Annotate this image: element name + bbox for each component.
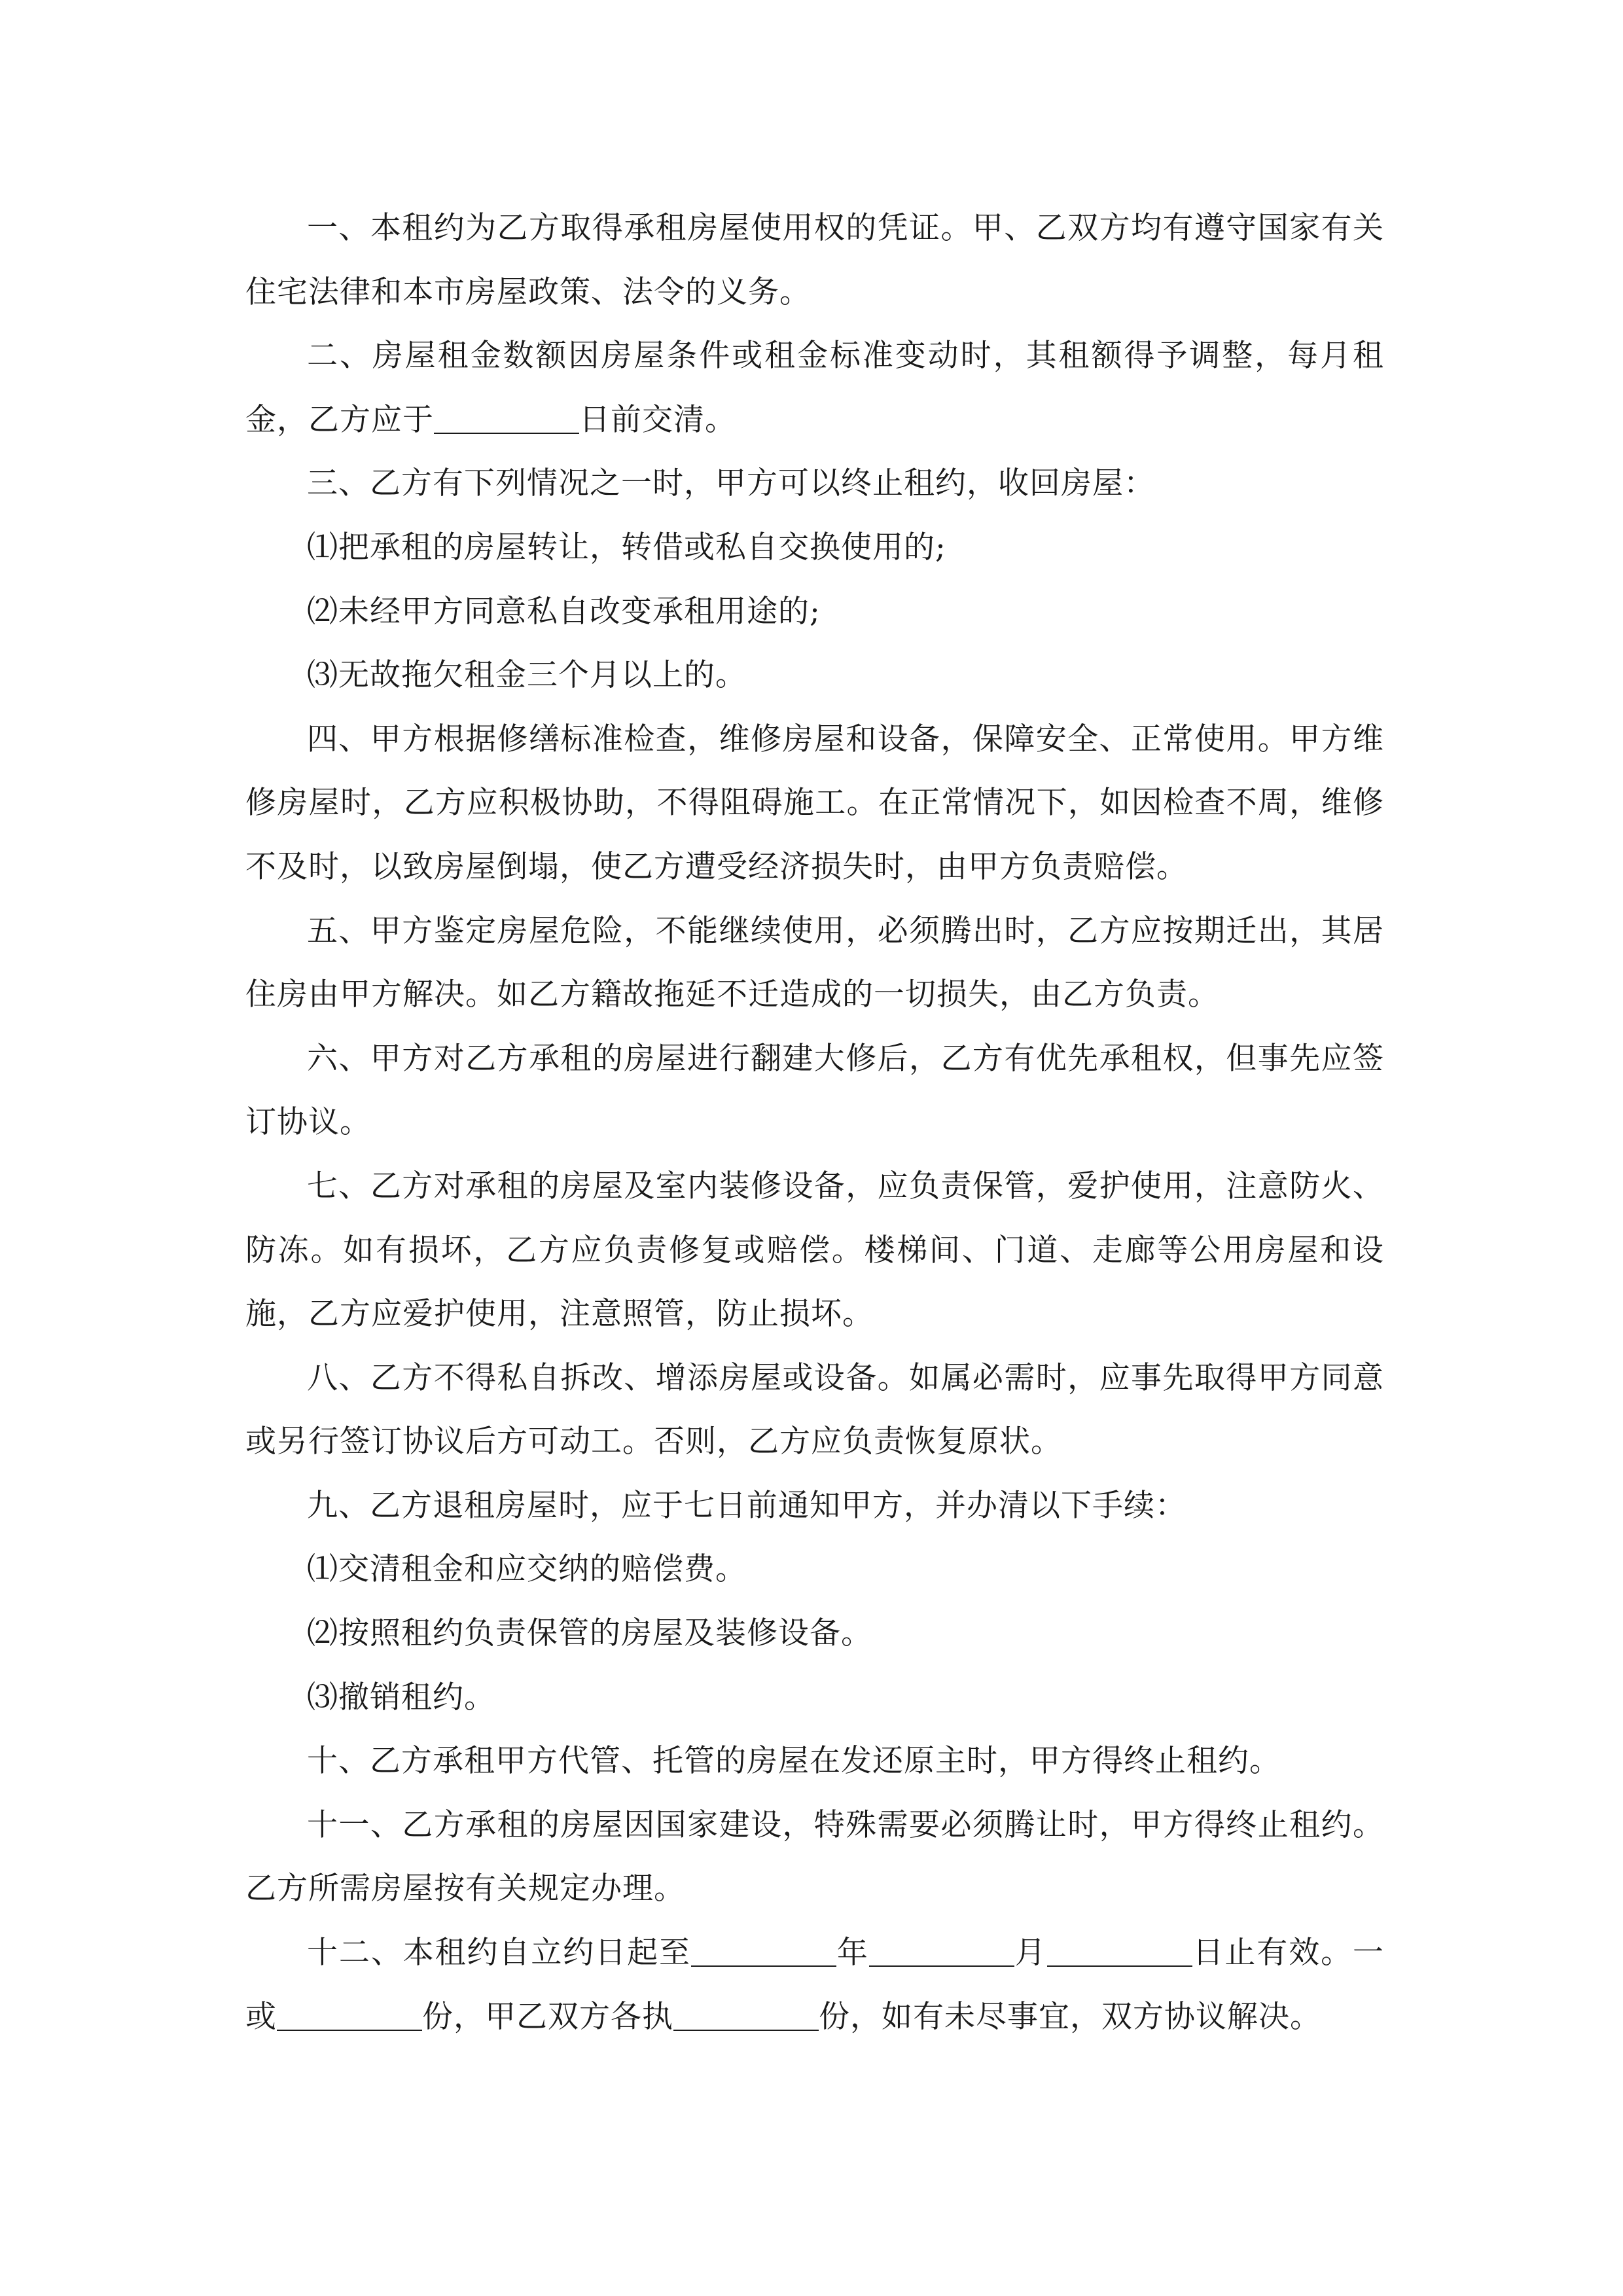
clause-1: 一、本租约为乙方取得承租房屋使用权的凭证。甲、乙双方均有遵守国家有关住宅法律和本市房屋政策、法令的义务。 bbox=[245, 210, 1384, 310]
blank-field-end-month[interactable] bbox=[869, 1935, 1014, 1967]
clause-4: 四、甲方根据修缮标准检查，维修房屋和设备，保障安全、正常使用。甲方维修房屋时，乙方应积极协助，不得阻碍施工。在正常情况下，如因检查不周，维修不及时，以致房屋倒塌，使乙方遭受经济损失时，由甲方负责赔偿。 bbox=[245, 721, 1384, 885]
clause-3-item-3: ⑶无故拖欠租金三个月以上的。 bbox=[307, 657, 747, 694]
clause-9-item-1: ⑴交清租金和应交纳的赔偿费。 bbox=[307, 1551, 747, 1588]
clause-12-text-c: 月 bbox=[1014, 1935, 1047, 1971]
clause-2 bbox=[245, 324, 1384, 452]
blank-field-payment-day[interactable] bbox=[434, 402, 579, 434]
blank-field-end-year[interactable] bbox=[691, 1935, 836, 1967]
clause-9-item-2: ⑵按照租约负责保管的房屋及装修设备。 bbox=[307, 1615, 872, 1652]
contract-body bbox=[245, 196, 1384, 2049]
clause-10: 十、乙方承租甲方代管、托管的房屋在发还原主时，甲方得终止租约。 bbox=[307, 1743, 1281, 1780]
clause-12-text-b: 年 bbox=[836, 1935, 869, 1971]
clause-12-text-e: 份，甲乙双方各执 bbox=[422, 1998, 673, 2035]
clause-12 bbox=[245, 1921, 1384, 2049]
clause-6: 六、甲方对乙方承租的房屋进行翻建大修后，乙方有优先承租权，但事先应签订协议。 bbox=[245, 1040, 1384, 1141]
blank-field-copies-total[interactable] bbox=[277, 1999, 422, 2031]
clause-7: 七、乙方对承租的房屋及室内装修设备，应负责保管，爱护使用，注意防火、防冻。如有损坏，乙方应负责修复或赔偿。楼梯间、门道、走廊等公用房屋和设施，乙方应爱护使用，注意照管，防止损坏。 bbox=[245, 1168, 1384, 1333]
clause-11: 十一、乙方承租的房屋因国家建设，特殊需要必须腾让时，甲方得终止租约。乙方所需房屋按有关规定办理。 bbox=[245, 1806, 1384, 1907]
clause-2-text: 二、房屋租金数额因房屋条件或租金标准变动时，其租额得予调整，每月租金，乙方应于 bbox=[245, 338, 1384, 438]
clause-9-item-3: ⑶撤销租约。 bbox=[307, 1679, 495, 1715]
blank-field-copies-each[interactable] bbox=[673, 1999, 819, 2031]
clause-3-item-1: ⑴把承租的房屋转让，转借或私自交换使用的; bbox=[307, 529, 946, 565]
clause-12-text-f: 份，如有未尽事宜，双方协议解决。 bbox=[819, 1998, 1321, 2035]
clause-12-text-d: 日止有效。一或 bbox=[245, 1935, 1385, 2035]
clause-9: 九、乙方退租房屋时，应于七日前通知甲方，并办清以下手续： bbox=[307, 1487, 1186, 1524]
clause-3: 三、乙方有下列情况之一时，甲方可以终止租约，收回房屋： bbox=[307, 465, 1155, 502]
clause-5: 五、甲方鉴定房屋危险，不能继续使用，必须腾出时，乙方应按期迁出，其居住房由甲方解决。如乙方籍故拖延不迁造成的一切损失，由乙方负责。 bbox=[245, 912, 1384, 1013]
clause-12-text-a: 十二、本租约自立约日起至 bbox=[307, 1935, 691, 1971]
clause-3-item-2: ⑵未经甲方同意私自改变承租用途的; bbox=[307, 593, 821, 630]
blank-field-end-day[interactable] bbox=[1047, 1935, 1192, 1967]
clause-8: 八、乙方不得私自拆改、增添房屋或设备。如属必需时，应事先取得甲方同意或另行签订协议后方可动工。否则，乙方应负责恢复原状。 bbox=[245, 1359, 1384, 1460]
clause-2-text-end: 日前交清。 bbox=[579, 401, 736, 438]
